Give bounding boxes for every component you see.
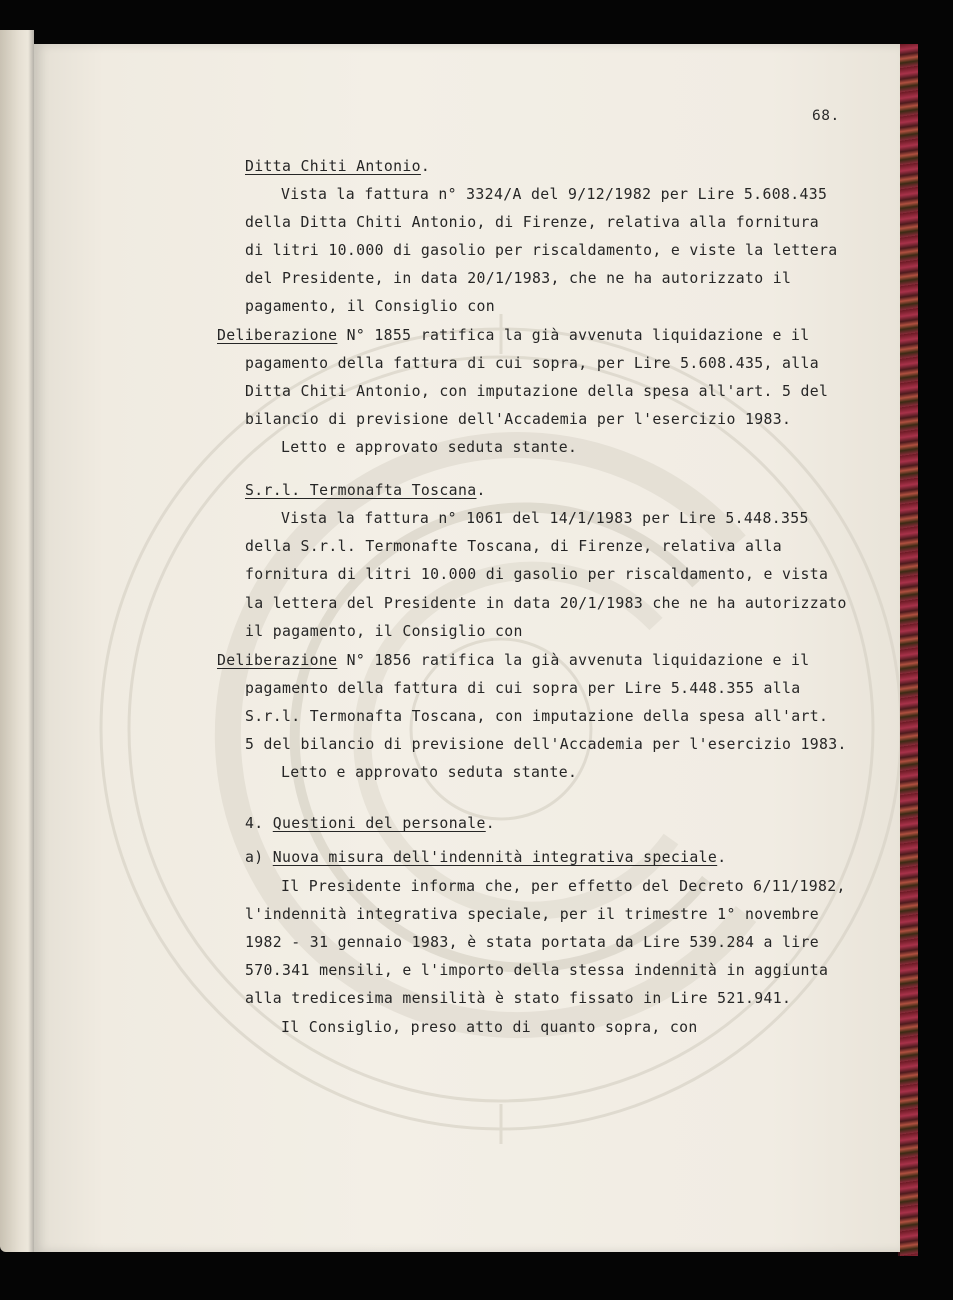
paragraph-line: pagamento, il Consiglio con <box>245 298 495 315</box>
paragraph-line: alla tredicesima mensilità è stato fissato in Lire 521.941. <box>245 990 792 1007</box>
section-heading: 4. Questioni del personale. <box>245 815 495 832</box>
deliberation-line: Deliberazione N° 1856 ratifica la già avvenuta liquidazione e il <box>217 652 810 669</box>
subsection-heading: a) Nuova misura dell'indennità integrativa speciale. <box>245 849 727 866</box>
paragraph-line: la lettera del Presidente in data 20/1/1983 che ne ha autorizzato <box>245 595 847 612</box>
paragraph-line: della S.r.l. Termonafte Toscana, di Firenze, relativa alla <box>245 538 782 555</box>
page-number: 68. <box>812 108 840 124</box>
paragraph-line: di litri 10.000 di gasolio per riscaldamento, e viste la lettera <box>245 242 838 259</box>
paragraph-line: 1982 - 31 gennaio 1983, è stata portata da Lire 539.284 a lire <box>245 934 820 951</box>
paragraph-line: Vista la fattura n° 3324/A del 9/12/1982 per Lire 5.608.435 <box>281 186 828 203</box>
section-heading: S.r.l. Termonafta Toscana. <box>245 482 486 499</box>
section-heading: Ditta Chiti Antonio. <box>245 158 431 175</box>
paragraph-line: il pagamento, il Consiglio con <box>245 623 523 640</box>
paragraph-line: Il Presidente informa che, per effetto del Decreto 6/11/1982, <box>281 878 846 895</box>
paragraph-line: l'indennità integrativa speciale, per il trimestre 1° novembre <box>245 906 820 923</box>
paragraph-line: Il Consiglio, preso atto di quanto sopra, con <box>281 1019 698 1036</box>
approval-line: Letto e approvato seduta stante. <box>281 764 578 781</box>
marbled-binding-edge <box>898 44 918 1256</box>
paragraph-line: 5 del bilancio di previsione dell'Accademia per l'esercizio 1983. <box>245 736 847 753</box>
paragraph-line: 570.341 mensili, e l'importo della stessa indennità in aggiunta <box>245 962 829 979</box>
paragraph-line: della Ditta Chiti Antonio, di Firenze, relativa alla fornitura <box>245 214 820 231</box>
facing-page-edge <box>0 30 34 1252</box>
deliberation-label: Deliberazione <box>217 652 338 669</box>
paragraph-line: fornitura di litri 10.000 di gasolio per riscaldamento, e vista <box>245 566 829 583</box>
paragraph-line: bilancio di previsione dell'Accademia per l'esercizio 1983. <box>245 411 792 428</box>
paragraph-line: pagamento della fattura di cui sopra per Lire 5.448.355 alla <box>245 680 801 697</box>
paragraph-line: Ditta Chiti Antonio, con imputazione della spesa all'art. 5 del <box>245 383 829 400</box>
approval-line: Letto e approvato seduta stante. <box>281 439 578 456</box>
paragraph-line: S.r.l. Termonafta Toscana, con imputazione della spesa all'art. <box>245 708 829 725</box>
document-page <box>34 44 900 1252</box>
paragraph-line: Vista la fattura n° 1061 del 14/1/1983 per Lire 5.448.355 <box>281 510 809 527</box>
deliberation-line: Deliberazione N° 1855 ratifica la già avvenuta liquidazione e il <box>217 327 810 344</box>
paragraph-line: del Presidente, in data 20/1/1983, che ne ha autorizzato il <box>245 270 792 287</box>
deliberation-label: Deliberazione <box>217 327 338 344</box>
paragraph-line: pagamento della fattura di cui sopra, per Lire 5.608.435, alla <box>245 355 820 372</box>
